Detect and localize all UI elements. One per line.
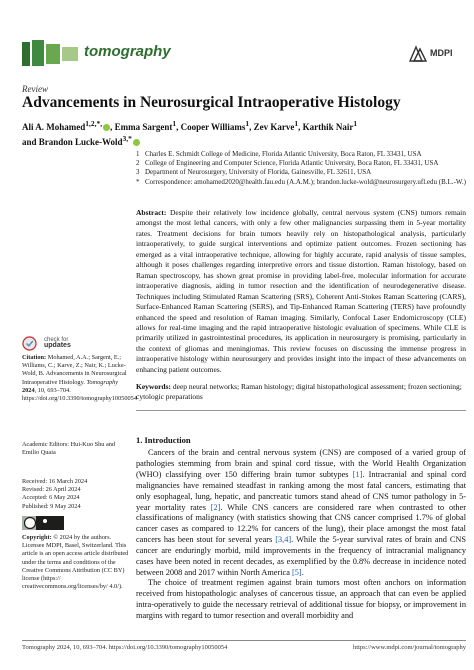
- updates-line1: check for: [44, 336, 69, 343]
- citation-label: Citation:: [22, 354, 47, 361]
- author-separator: ,: [298, 122, 303, 132]
- article-title: Advancements in Neurosurgical Intraoperative Histology: [22, 94, 401, 111]
- publication-dates: [22, 478, 130, 511]
- cc-by-license-icon[interactable]: [22, 516, 64, 530]
- section-divider: [136, 410, 466, 411]
- author-name[interactable]: Karthik Nair: [302, 122, 354, 132]
- revised-date: Revised: 26 April 2024: [22, 486, 81, 494]
- affiliation-item: [136, 168, 466, 177]
- updates-icon: [22, 336, 37, 351]
- author-affiliation-mark: 1: [294, 119, 299, 128]
- editors-label: Academic Editors:: [22, 441, 70, 448]
- affiliations: [136, 150, 466, 187]
- intro-text: . While the 5-year survival rates of brain and CNS cancer are enduringly morbid, mild improvements in the frequency of intracranial malignancy cases have been noted in recent decades, as exemplified by the 0.8% decrease in incidence noted between 2008 and 2017 within North America: [136, 535, 466, 577]
- author-list: [22, 118, 462, 148]
- intro-text: . While CNS cancers are considered rare when contrasted to other classifications of malignancy (with statistics showing that CNS cancer comprised 1.7% of global cancer cases as compared to 12.2% for cancers of the lung), their place amongst the most fatal cancers has been stout for several years: [136, 502, 466, 545]
- citation-year: 2024: [22, 386, 35, 394]
- citation-link[interactable]: [1]: [352, 469, 363, 479]
- affiliation-text: College of Engineering and Computer Science, Florida Atlantic University, Boca Raton, FL 33431, USA: [145, 159, 439, 168]
- author-affiliation-mark: 1,2,*,: [85, 119, 103, 128]
- author-name[interactable]: Ali A. Mohamed: [22, 122, 86, 132]
- intro-text: . Intracranial and spinal cord malignancies have remained steadfast in ranking among the most fatal cancers, estimating that only esophageal, lung, hepatic, and pancreatic tumors stand ahead of CNS tumor pathology in 5-year mortality rates: [136, 469, 466, 512]
- orcid-icon[interactable]: [133, 139, 140, 146]
- affiliation-mark: 3: [136, 168, 140, 177]
- abstract: [136, 208, 466, 375]
- author-name[interactable]: Cooper Williams: [180, 122, 246, 132]
- copyright-label: Copyright:: [22, 534, 52, 541]
- author-separator: ,: [176, 122, 181, 132]
- author-name[interactable]: Emma Sargent: [114, 122, 173, 132]
- correspondence: [136, 178, 466, 187]
- article-type: Review: [22, 84, 48, 94]
- accepted-date: Accepted: 6 May 2024: [22, 494, 80, 502]
- author-affiliation-mark: 1: [245, 119, 250, 128]
- copyright-text: © 2024 by the authors. Licensee MDPI, Basel, Switzerland. This article is an open access article distributed under the terms and conditions of the Creative Commons Attribution (CC BY) license (https:// creativecommons.org/licenses/by/ 4.0/).: [22, 534, 129, 591]
- journal-name[interactable]: tomography: [84, 43, 171, 60]
- author-affiliation-mark: 1: [172, 119, 177, 128]
- published-date: Published: 9 May 2024: [22, 502, 81, 510]
- affiliation-text: Department of Neurosurgery, University of Florida, Gainesville, FL 32611, USA: [145, 168, 372, 177]
- intro-text: Cancers of the brain and central nervous system (CNS) are composed of a varied group of pathologies stemming from brain and spinal cord tissue, with the World Health Organization (WHO) classifying over 150 differing brain tumor subtypes: [136, 448, 466, 479]
- affiliation-text: Charles E. Schmidt College of Medicine, Florida Atlantic University, Boca Raton, FL 33431, USA: [145, 150, 422, 158]
- keywords-text: deep neural networks; Raman histology; digital histopathological assessment; frozen sectioning; cytologic preparations: [136, 382, 462, 402]
- footer-citation[interactable]: Tomography 2024, 10, 693–704. https://doi.org/10.3390/tomography10050054: [22, 644, 228, 651]
- academic-editors: [22, 441, 130, 457]
- intro-paragraph: The choice of treatment regimen against brain tumors most often anchors on information received from histopathologic analyses of cancerous tissue, an approach that can even be applied intra-operatively to guide the necessary retrieval of additional tissue for biopsy, or improvement in margins with regard to tumor resection and overall morbidity and: [136, 578, 466, 620]
- abstract-label: Abstract:: [136, 208, 167, 217]
- abstract-text: Despite their relatively low incidence globally, central nervous system (CNS) tumors remain amongst the most lethal cancers, with only a few other malignancies surpassing them in 5-year mortality rates. Treatment decisions for brain tumors heavily rely on histopathological analysis, particularly intraoperatively, to guide surgical interventions and optimize patient outcomes. Frozen sectioning has emerged as a vital intraoperative technique, allowing for highly accurate, rapid analysis of tissue samples, although it poses challenges regarding interpretive errors and tissue distortion. Raman histology, based on Raman spectroscopy, has shown great promise in providing label-free, molecular information for accurate intraoperative diagnosis, aiding in tumor resection and the identification of neurodegenerative disease. Techniques including Stimulated Raman Scattering (SRS), Coherent Anti-Stokes Raman Scattering (CARS), Surface-Enhanced Raman Scattering (SERS), and Tip-Enhanced Raman Scattering (TERS) have profoundly enhanced the speed and resolution of Raman imaging. Similarly, Confocal Laser Endomicroscopy (CLE) allows for real-time imaging and the rapid intraoperative histologic evaluation of specimens. While CLE is primarily utilized in gastrointestinal procedures, its application in neurosurgery is promising, particularly in the context of gliomas and meningiomas. This review focuses on discussing the immense progress in intraoperative histology within neurosurgery and provides insight into the impact of these advancements on enhancing patient outcomes.: [136, 208, 467, 374]
- journal-logo-icon: [22, 40, 80, 68]
- citation-link[interactable]: [3,4]: [275, 535, 292, 545]
- section-heading-introduction: 1. Introduction: [136, 435, 191, 445]
- citation-journal: Tomography: [86, 378, 119, 386]
- footer-journal-link[interactable]: https://www.mdpi.com/journal/tomography: [353, 644, 466, 651]
- check-for-updates-badge[interactable]: [22, 334, 71, 352]
- author-separator: ,: [110, 122, 115, 132]
- footer-divider: [22, 640, 466, 641]
- citation-doi[interactable]: , 10, 693–704. https://doi.org/10.3390/tomography10050054: [22, 386, 137, 403]
- author-affiliation-mark: 1: [353, 119, 358, 128]
- citation-link[interactable]: [5]: [292, 567, 302, 577]
- copyright-block: [22, 534, 132, 591]
- affiliation-mark: 1: [136, 150, 140, 158]
- affiliation-mark: *: [136, 177, 140, 186]
- publisher-name: MDPI: [430, 48, 453, 58]
- citation-link[interactable]: [2]: [210, 502, 221, 512]
- received-date: Received: 16 March 2024: [22, 478, 88, 485]
- author-affiliation-mark: 3,*: [122, 134, 132, 143]
- author-separator: ,: [249, 122, 254, 132]
- updates-line2: updates: [44, 342, 71, 350]
- keywords-label: Keywords:: [136, 382, 171, 391]
- intro-text: .: [301, 567, 304, 577]
- intro-paragraph: [136, 448, 466, 579]
- author-name[interactable]: Zev Karve: [253, 122, 295, 132]
- citation-block: [22, 354, 137, 403]
- affiliation-item: [136, 159, 466, 168]
- citation-text: Mohamed, A.A.; Sargent, E.; Williams, C.; Karve, Z.; Nair, K.; Lucke-Wold, B. Advancements in Neurosurgical Intraoperative Histology.: [22, 354, 127, 386]
- correspondence-text[interactable]: Correspondence: amohamed2020@health.fau.edu (A.A.M.); brandon.lucke-wold@neurosurgery.ufl.edu (B.L.-W.): [145, 177, 466, 186]
- author-name[interactable]: and Brandon Lucke-Wold: [22, 137, 123, 147]
- editors-names: Hui-Kuo Shu and Emilio Quaia: [22, 441, 116, 457]
- affiliation-mark: 2: [136, 159, 140, 168]
- affiliation-item: [136, 150, 466, 159]
- keywords: [136, 382, 466, 403]
